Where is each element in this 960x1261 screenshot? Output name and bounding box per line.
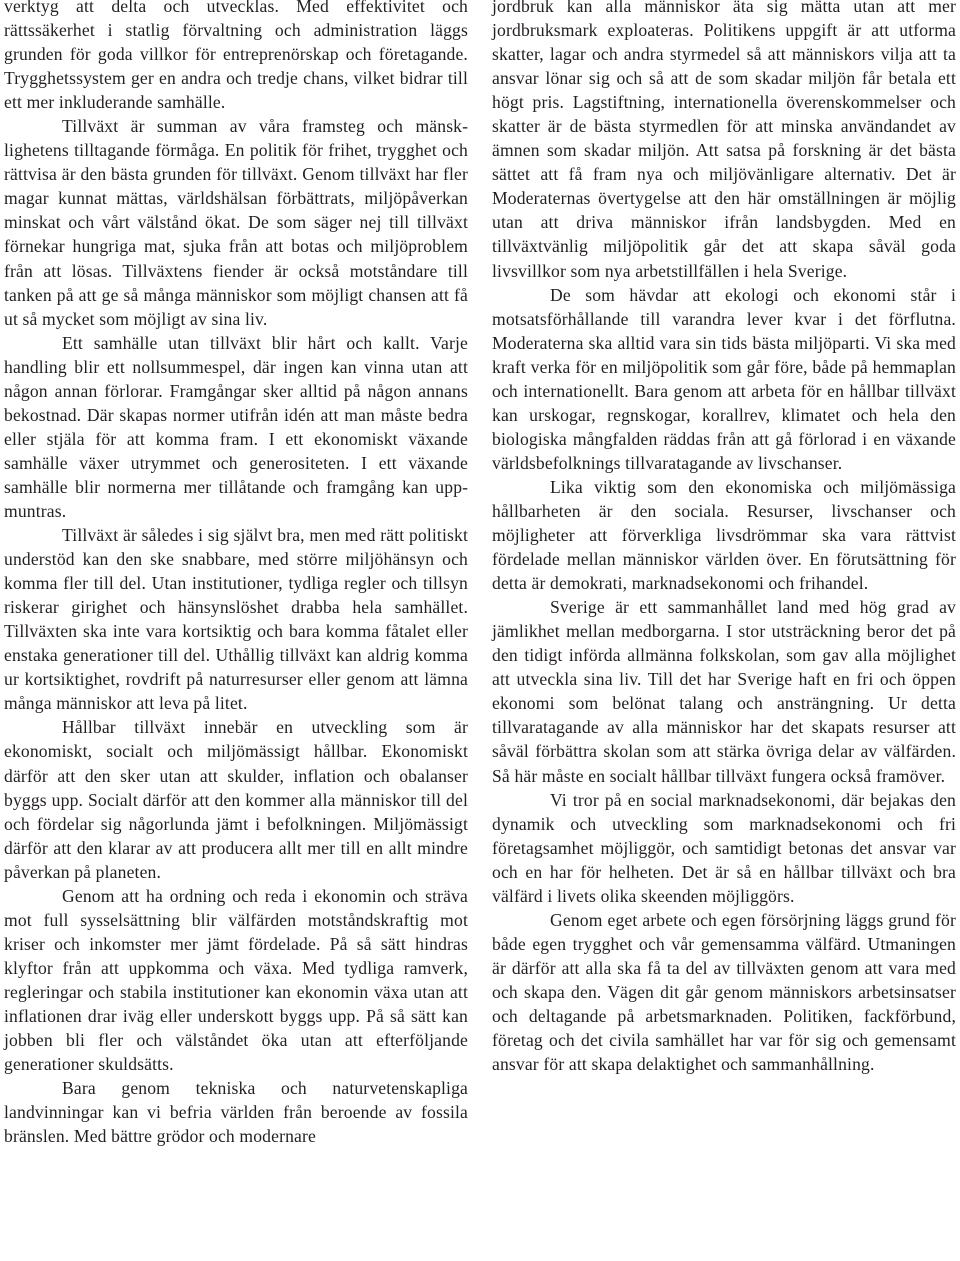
left-column — [4, 0, 468, 1148]
paragraph: Genom att ha ordning och reda i ekonomin och sträva mot full sysselsättning blir välfärden motståndskraftig mot kriser och inkomster mer jämt fördelade. På så sätt hindras klyftor från att uppkomma och växa. Med tydliga ramverk, regleringar och stabila institutioner kan ekonomin växa utan att inflationen drar iväg eller underskott byggs upp. På så sätt kan jobben bli fler och välståndet öka utan att efterföljande generationer skuldsätts. — [4, 885, 468, 1075]
paragraph: Sverige är ett sammanhållet land med hög grad av jämlikhet mellan medborgarna. I stor utsträckning beror det på den tidigt införda allmänna folkskolan, som gav alla möjlighet att utveckla sina liv. Till det har Sverige haft en fri och öppen ekonomi som belönat talang och ansträngning. Ur detta tillvaratagande av alla människor har det skapats resurser att såväl förbättra skolan som att stärka övriga delar av välfärden. Så här måste en socialt hållbar tillväxt fungera också framöver. — [492, 597, 956, 786]
paragraph: Hållbar tillväxt innebär en utveckling som är ekonomiskt, socialt och miljömässigt hållbar. Ekonomiskt därför att den sker utan att skulder, inflation och obalanser byggs upp. Socialt därför att den kommer alla människor till del och fördelar sig någorlunda jämt i befolkningen. Miljömässigt därför att den klarar av att producera allt mer till en allt mindre påverkan på planeten. — [4, 717, 468, 882]
paragraph: Lika viktig som den ekonomiska och miljömässiga hållbarheten är den sociala. Resurser, livschanser och möjligheter att förverkliga livsdrömmar ska vara rättvist fördelade mellan människor världen över. En förutsättning för detta är demokrati, marknadsekonomi och frihandel. — [492, 476, 956, 594]
paragraph: Vi tror på en social marknadsekonomi, där bejakas den dynamik och utveckling som marknadsekonomi och fri företagsamhet möjliggör, och samtidigt betonas det ansvar var och en har för helheten. Det är så en hållbar tillväxt och bra välfärd i livets olika skeenden möjliggörs. — [492, 789, 956, 906]
paragraph: De som hävdar att ekologi och ekonomi står i motsatsförhållande till varandra lever kvar i det förflutna. Moderaterna ska alltid vara sin tids bästa miljöparti. Vi ska med kraft verka för en miljöpolitik som går före, både på hemmaplan och internationellt. Bara genom att arbeta för en hållbar tillväxt kan urskogar, regnskogar, korallrev, klimatet och hela den biologiska mångfalden räddas från att gå förlorad i en växande världsbefolknings tillvaratagande av livschanser. — [492, 284, 956, 473]
paragraph: Ett samhälle utan tillväxt blir hårt och kallt. Varje handling blir ett nollsummespel, där ingen kan vinna utan att någon annan förlorar. Framgångar sker alltid på någon annans bekostnad. Där skapas normer utifrån idén att man måste bedra eller stjäla för att komma fram. I ett ekonomiskt växande samhälle växer utrymmet och generositeten. I ett växande samhälle blir normerna mer tillåtande och framgång kan uppmuntras. — [4, 332, 468, 521]
paragraph: Tillväxt är summan av våra framsteg och mänsklighetens tilltagande förmåga. En politik för frihet, trygghet och rättvisa är den bästa grunden för tillväxt. Genom tillväxt har fler magar kunnat mättas, världshälsan förbättrats, miljöpåverkan minskat och vårt välstånd ökat. De som säger nej till tillväxt förnekar hungriga mat, sjuka från att botas och miljöproblem från att lösas. Tillväxtens fiender är också motståndare till tanken på att ge så många människor som möjligt chansen att få ut så mycket som möjligt av sina liv. — [4, 116, 468, 329]
paragraph: Genom eget arbete och egen försörjning läggs grund för både egen trygghet och vår gemensamma välfärd. Utmaningen är därför att alla ska få ta del av tillväxten genom att vara med och skapa den. Vägen dit går genom människors arbetsinsatser och deltagande på arbetsmarknaden. Politiken, fackförbund, företag och det civila samhället har var för sig och gemensamt ansvar för att skapa delaktighet och sammanhållning. — [492, 909, 956, 1075]
paragraph: verktyg att delta och utvecklas. Med effektivitet och rättssäkerhet i statlig förvaltning och administration läggs grunden för goda villkor för entreprenörskap och företagande. Trygghetssystem ger en andra och tredje chans, vilket bidrar till ett mer inkluderande samhälle. — [4, 0, 468, 113]
paragraph: Bara genom tekniska och naturvetenskapliga landvinningar kan vi befria världen från beroende av fossila bränslen. Med bättre grödor och modernare — [4, 1078, 468, 1147]
right-column — [492, 0, 956, 1076]
paragraph: jordbruk kan alla människor äta sig mätta utan att mer jordbruksmark exploateras. Politikens uppgift är att utforma skatter, lagar och andra styrmedel så att människors vilja att ta ansvar lönar sig och så att de som skadar miljön får betala ett högt pris. Lagstiftning, internationella överenskommelser och skatter är de bästa styrmedlen för att minska användandet av ämnen som skadar miljön. Att satsa på forskning är det bästa sättet att få fram nya och miljövänligare alternativ. Det är Moderaternas övertygelse att den här omställningen är möjlig utan att driva människor ifrån landsbygden. Med en tillväxtvänlig miljöpolitik går det att skapa såväl goda livsvillkor som nya arbetstillfällen i hela Sverige. — [492, 0, 956, 281]
paragraph: Tillväxt är således i sig självt bra, men med rätt politiskt understöd kan den ske snabbare, med större miljöhänsyn och komma fler till del. Utan institutioner, tydliga regler och tillsyn riskerar girighet och hänsynslöshet drabba hela samhället. Tillväxten ska inte vara kortsiktig och bara komma fåtalet eller enstaka generationer till del. Uthållig tillväxt kan aldrig komma ur kortsiktighet, rovdrift på naturresurser eller genom att lämna många människor att leva på litet. — [4, 525, 468, 714]
